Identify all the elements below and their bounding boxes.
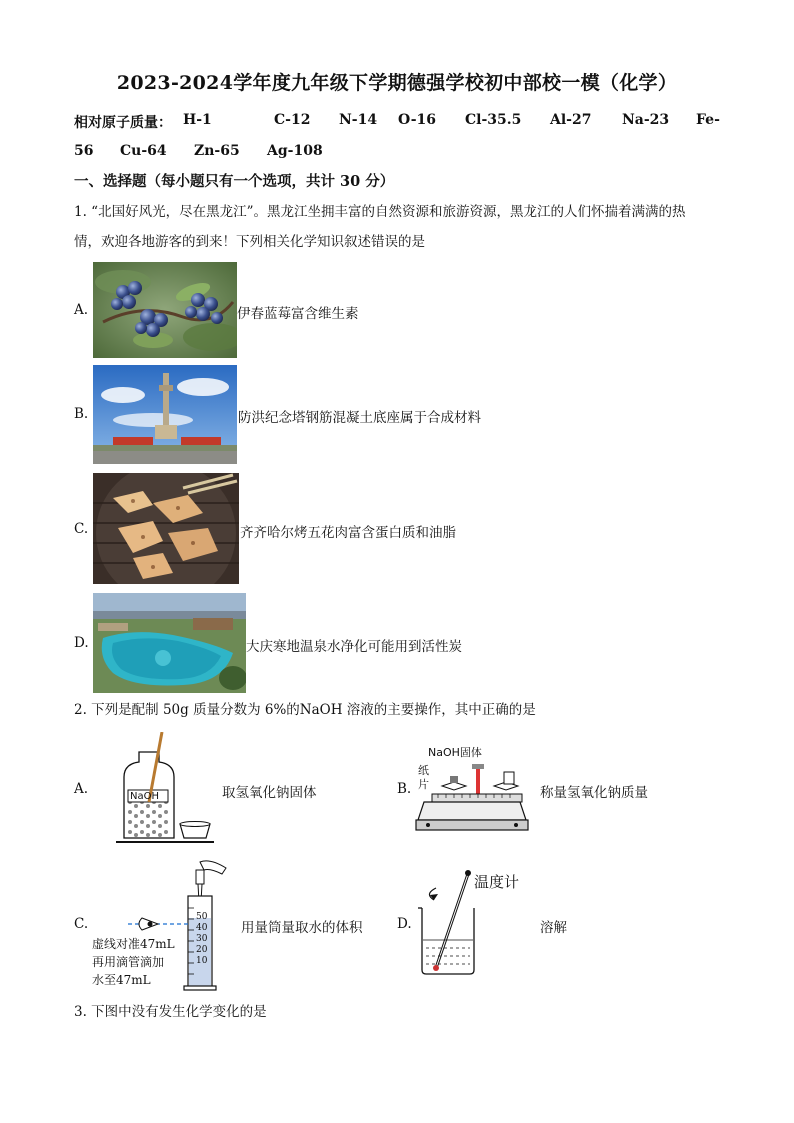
mass-fe-value: 56 <box>74 143 94 159</box>
graduated-cylinder-figure <box>90 856 230 992</box>
section-header: 一、选择题（每小题只有一个选项，共计 30 分） <box>74 173 395 190</box>
q1-option-d-text: 大庆寒地温泉水净化可能用到活性炭 <box>246 639 462 655</box>
memorial-tower-photo <box>93 365 237 464</box>
q2-option-d-label: D. <box>397 916 412 932</box>
cylinder-note-3: 水至47mL <box>92 973 151 987</box>
q1-option-d-label: D. <box>74 635 89 651</box>
tick-40: 40 <box>196 923 208 933</box>
q3-stem: 3. 下图中没有发生化学变化的是 <box>74 1004 267 1020</box>
tick-20: 20 <box>196 945 208 955</box>
hot-spring-photo <box>93 593 246 693</box>
reagent-bottle-figure <box>114 732 218 846</box>
q1-line1: 1. “北国好风光，尽在黑龙江”。黑龙江坐拥丰富的自然资源和旅游资源，黑龙江的人们怀揣着满满的热 <box>74 204 686 220</box>
q2-option-b-text: 称量氢氧化钠质量 <box>540 785 648 801</box>
q2-option-c-label: C. <box>74 916 89 932</box>
cylinder-note-2: 再用滴管滴加 <box>92 955 165 969</box>
mass-n: N-14 <box>339 112 378 128</box>
q2-option-c-text: 用量筒量取水的体积 <box>241 920 363 936</box>
q2-option-d-text: 溶解 <box>540 920 567 936</box>
q2-stem: 2. 下列是配制 50g 质量分数为 6%的NaOH 溶液的主要操作，其中正确的是 <box>74 702 536 718</box>
atomic-mass-row-2 <box>0 143 794 163</box>
page-title: 2023-2024学年度九年级下学期德强学校初中部校一模（化学） <box>116 72 678 94</box>
q1-option-a-label: A. <box>74 302 89 318</box>
q2-option-a-text: 取氢氧化钠固体 <box>222 785 317 801</box>
mass-cl: Cl-35.5 <box>465 112 522 128</box>
tick-50: 50 <box>196 912 208 922</box>
mass-o: O-16 <box>398 112 437 128</box>
q1-option-b-label: B. <box>74 406 89 422</box>
mass-na: Na-23 <box>622 112 670 128</box>
mass-fe: Fe- <box>696 112 720 128</box>
paper-label-1: 纸 <box>418 764 429 777</box>
tick-10: 10 <box>196 956 208 966</box>
mass-al: Al-27 <box>550 112 592 128</box>
atomic-mass-label: 相对原子质量： <box>74 115 172 131</box>
naoh-solid-label: NaOH固体 <box>428 746 482 759</box>
reagent-bottle-label: NaOH <box>130 791 159 802</box>
mass-cu: Cu-64 <box>120 143 167 159</box>
q2-option-a-label: A. <box>74 781 89 797</box>
mass-zn: Zn-65 <box>194 143 240 159</box>
blueberry-photo <box>93 262 237 358</box>
atomic-mass-row <box>0 112 794 132</box>
cylinder-note-1: 虚线对准47mL <box>92 937 175 951</box>
balance-figure <box>414 742 530 834</box>
q1-option-b-text: 防洪纪念塔钢筋混凝土底座属于合成材料 <box>238 410 481 426</box>
mass-ag: Ag-108 <box>267 143 323 159</box>
q1-option-c-label: C. <box>74 521 89 537</box>
paper-label-2: 片 <box>418 778 429 791</box>
grilled-pork-photo <box>93 473 239 584</box>
mass-c: C-12 <box>274 112 311 128</box>
tick-30: 30 <box>196 934 208 944</box>
q1-option-c-text: 齐齐哈尔烤五花肉富含蛋白质和油脂 <box>240 525 456 541</box>
q1-line2: 情，欢迎各地游客的到来！下列相关化学知识叙述错误的是 <box>74 234 425 250</box>
thermometer-label: 温度计 <box>474 873 520 891</box>
mass-h: H-1 <box>183 112 212 128</box>
beaker-thermometer-figure <box>414 868 534 976</box>
q2-option-b-label: B. <box>397 781 412 797</box>
q1-option-a-text: 伊春蓝莓富含维生素 <box>237 306 359 322</box>
